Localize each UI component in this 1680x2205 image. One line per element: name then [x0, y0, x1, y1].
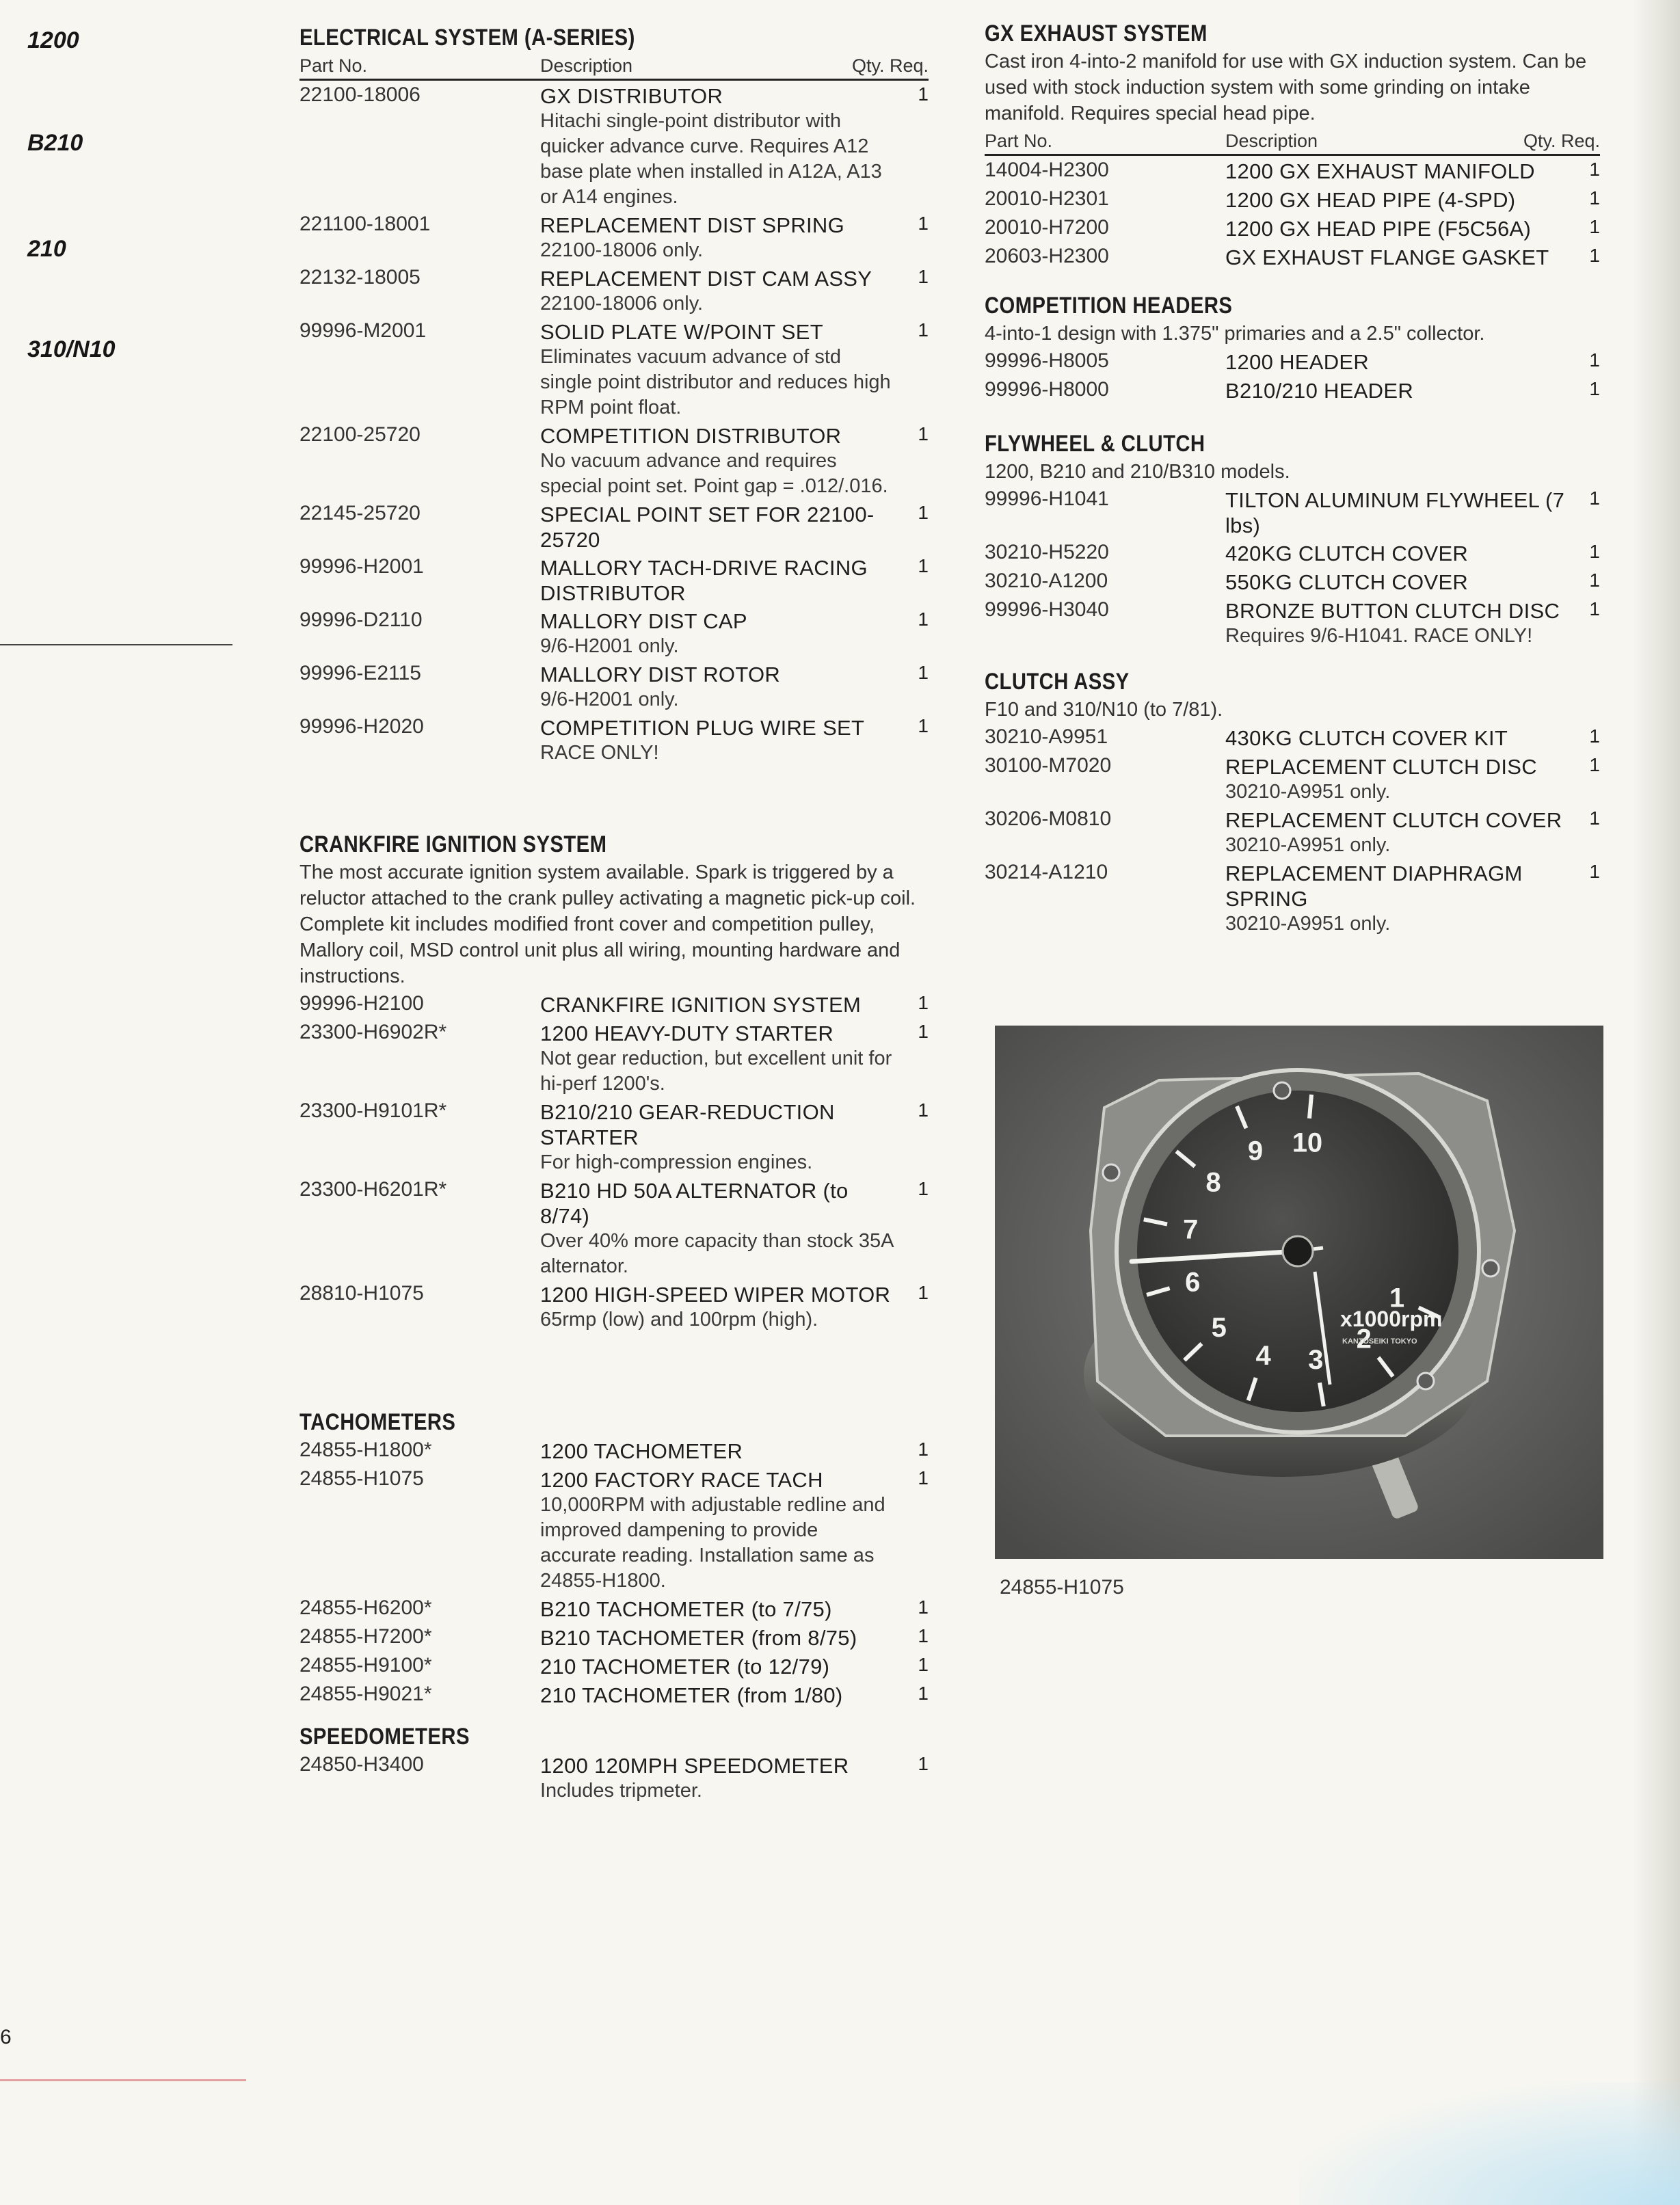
part-row: [299, 1654, 929, 1680]
part-qty: 1: [1589, 245, 1600, 266]
part-row: [299, 213, 929, 263]
part-qty: 1: [918, 1683, 929, 1704]
part-note: 22100-18006 only.: [540, 239, 704, 261]
part-name: 1200 GX HEAD PIPE (F5C56A): [1225, 217, 1532, 241]
parts-list: [985, 159, 1600, 271]
part-name: 1200 HEAVY-DUTY STARTER: [540, 1021, 834, 1045]
part-qty: 1: [1589, 861, 1600, 882]
part-name: 1200 FACTORY RACE TACH: [540, 1468, 823, 1492]
part-name: MALLORY DIST ROTOR: [540, 663, 781, 686]
part-qty: 1: [918, 266, 929, 287]
part-name: B210 HD 50A ALTERNATOR (to 8/74): [540, 1179, 849, 1228]
column-header: [985, 129, 1600, 156]
part-number: 99996-M2001: [299, 319, 427, 342]
part-name: B210/210 HEADER: [1225, 379, 1414, 403]
part-name: 420KG CLUTCH COVER: [1225, 542, 1469, 565]
part-number: 99996-E2115: [299, 662, 421, 684]
part-number: 24855-H9021*: [299, 1683, 432, 1705]
part-qty: 1: [918, 662, 929, 683]
part-note: 30210-A9951 only.: [1225, 781, 1391, 803]
model-310-n10: 310/N10: [27, 336, 116, 362]
page-number: 6: [0, 2026, 12, 2048]
part-qty: 1: [1589, 725, 1600, 747]
section-title: GX EXHAUST SYSTEM: [985, 21, 1208, 46]
part-row: [299, 1178, 929, 1279]
part-number: 22145-25720: [299, 502, 421, 524]
flywheel-section: [985, 431, 1600, 649]
part-description: [540, 266, 896, 317]
part-name: MALLORY TACH-DRIVE RACING DISTRIBUTOR: [540, 556, 868, 605]
section-title: SPEEDOMETERS: [299, 1724, 470, 1750]
gx-exhaust-section: [985, 21, 1600, 271]
part-row: [985, 861, 1600, 937]
part-qty: 1: [1589, 187, 1600, 209]
part-qty: 1: [918, 83, 929, 105]
part-number: 99996-H1041: [985, 487, 1109, 510]
speedometers-section: [299, 1724, 929, 1804]
part-qty: 1: [918, 992, 929, 1013]
part-description: [540, 213, 896, 263]
part-description: [540, 83, 896, 210]
part-description: [1225, 754, 1581, 805]
part-name: REPLACEMENT CLUTCH DISC: [1225, 755, 1537, 779]
part-name: TILTON ALUMINUM FLYWHEEL (7 lbs): [1225, 488, 1565, 537]
bottom-rule: [0, 2079, 246, 2081]
column-header: [299, 54, 929, 81]
part-row: [985, 754, 1600, 805]
part-qty: 1: [918, 715, 929, 736]
part-row: [299, 266, 929, 317]
part-number: 99996-H8000: [985, 378, 1109, 401]
parts-list: [299, 1753, 929, 1804]
part-row: [985, 541, 1600, 567]
part-name: GX DISTRIBUTOR: [540, 84, 723, 108]
part-qty: 1: [1589, 159, 1600, 180]
part-number: 24850-H3400: [299, 1753, 424, 1776]
dial-number: 1: [1389, 1283, 1405, 1313]
part-description: [1225, 187, 1581, 213]
part-description: [540, 1439, 896, 1464]
part-qty: 1: [918, 1654, 929, 1675]
part-description: [1225, 245, 1581, 270]
part-row: [985, 378, 1600, 404]
part-note: 10,000RPM with adjustable redline and improved dampening to provide accurate reading. Installation same as 24855-H1800.: [540, 1494, 885, 1592]
part-number: 99996-H2100: [299, 992, 424, 1015]
part-row: [985, 598, 1600, 649]
part-name: 430KG CLUTCH COVER KIT: [1225, 726, 1508, 750]
part-name: REPLACEMENT DIST SPRING: [540, 213, 845, 237]
section-intro: 1200, B210 and 210/B310 models.: [985, 461, 1290, 483]
part-number: 20010-H7200: [985, 216, 1109, 239]
dial-tick: [1309, 1095, 1311, 1119]
dial-number: 7: [1183, 1214, 1199, 1245]
part-description: [540, 992, 896, 1017]
part-row: [299, 992, 929, 1018]
part-qty: 1: [918, 1625, 929, 1646]
section-title: CRANKFIRE IGNITION SYSTEM: [299, 831, 607, 857]
part-note: Eliminates vacuum advance of std single point distributor and reduces high RPM point float.: [540, 346, 891, 418]
part-description: [540, 1021, 896, 1097]
part-description: [540, 423, 896, 499]
part-row: [985, 187, 1600, 213]
part-name: COMPETITION PLUG WIRE SET: [540, 716, 865, 740]
parts-list: [299, 83, 929, 766]
dial-number: 2: [1356, 1324, 1372, 1354]
part-row: [299, 609, 929, 659]
part-qty: 1: [918, 555, 929, 576]
part-note: 30210-A9951 only.: [1225, 913, 1391, 935]
part-note: Requires 9/6-H1041. RACE ONLY!: [1225, 625, 1533, 647]
part-description: [540, 662, 896, 712]
part-description: [540, 715, 896, 766]
part-number: 99996-H8005: [985, 349, 1109, 372]
part-row: [985, 725, 1600, 751]
part-qty: 1: [918, 1099, 929, 1121]
section-title: ELECTRICAL SYSTEM (A-SERIES): [299, 25, 635, 51]
part-description: [540, 1099, 896, 1175]
part-number: 20010-H2301: [985, 187, 1109, 210]
part-description: [1225, 541, 1581, 566]
part-note: Hitachi single-point distributor with quicker advance curve. Requires A12 base plate when installed in A12A, A13 or A14 engines.: [540, 110, 882, 208]
part-number: 99996-D2110: [299, 609, 423, 631]
part-row: [299, 1467, 929, 1594]
part-qty: 1: [1589, 541, 1600, 562]
part-description: [1225, 216, 1581, 241]
section-intro: The most accurate ignition system available. Spark is triggered by a reluctor attached to the crank pulley activating a magnetic pick-up coil. Complete kit includes modified front cover and competition pulley, Mallory coil, MSD control unit plus all wiring, mounting hardware and instructions.: [299, 861, 916, 987]
model-1200: 1200: [27, 27, 79, 53]
part-qty: 1: [918, 213, 929, 234]
part-number: 30210-A1200: [985, 570, 1108, 592]
part-name: 1200 120MPH SPEEDOMETER: [540, 1754, 849, 1778]
clutch-section: [985, 669, 1600, 937]
part-number: 14004-H2300: [985, 159, 1109, 181]
part-qty: 1: [918, 423, 929, 444]
part-description: [1225, 861, 1581, 937]
part-number: 24855-H1075: [299, 1467, 424, 1490]
dial-number: 8: [1205, 1167, 1221, 1198]
part-row: [985, 570, 1600, 596]
part-row: [299, 1282, 929, 1333]
part-qty: 1: [918, 1596, 929, 1618]
part-number: 24855-H7200*: [299, 1625, 432, 1648]
section-title: COMPETITION HEADERS: [985, 293, 1233, 319]
part-row: [985, 807, 1600, 858]
part-row: [299, 1753, 929, 1804]
part-number: 22100-18006: [299, 83, 421, 106]
part-name: SPECIAL POINT SET FOR 22100-25720: [540, 503, 875, 552]
part-number: 30100-M7020: [985, 754, 1112, 777]
section-title: FLYWHEEL & CLUTCH: [985, 431, 1205, 457]
side-divider: [0, 644, 232, 645]
model-210: 210: [27, 236, 66, 262]
part-name: SOLID PLATE W/POINT SET: [540, 320, 824, 344]
section-title: CLUTCH ASSY: [985, 669, 1130, 695]
part-name: REPLACEMENT DIAPHRAGM SPRING: [1225, 861, 1523, 911]
tachometer-photo: [995, 1026, 1603, 1559]
part-qty: 1: [1589, 378, 1600, 399]
part-row: [299, 83, 929, 210]
part-row: [299, 1099, 929, 1175]
part-number: 23300-H6201R*: [299, 1178, 447, 1201]
part-name: B210 TACHOMETER (from 8/75): [540, 1626, 857, 1650]
section-title: TACHOMETERS: [299, 1409, 456, 1435]
screw-icon: [1482, 1260, 1499, 1277]
parts-list: [985, 487, 1600, 649]
part-note: RACE ONLY!: [540, 742, 659, 764]
part-description: [540, 1178, 896, 1279]
part-name: 210 TACHOMETER (to 12/79): [540, 1655, 830, 1679]
part-row: [299, 1625, 929, 1651]
part-number: 30206-M0810: [985, 807, 1112, 830]
part-qty: 1: [918, 1178, 929, 1199]
part-number: 30210-A9951: [985, 725, 1108, 748]
part-name: REPLACEMENT DIST CAM ASSY: [540, 267, 872, 291]
header-part: Part No.: [985, 131, 1053, 151]
part-row: [299, 555, 929, 606]
page-edge-shadow: [1632, 0, 1680, 2205]
screw-icon: [1274, 1082, 1290, 1099]
part-row: [985, 349, 1600, 375]
part-name: 1200 HEADER: [1225, 350, 1370, 374]
part-description: [540, 1683, 896, 1708]
part-number: 22132-18005: [299, 266, 421, 289]
part-qty: 1: [918, 1282, 929, 1303]
dial-unit-label: x1000rpm: [1340, 1307, 1443, 1331]
header-qty: Qty. Req.: [851, 55, 929, 76]
part-row: [299, 662, 929, 712]
part-row: [299, 1683, 929, 1709]
part-number: 99996-H2001: [299, 555, 424, 578]
part-row: [299, 423, 929, 499]
part-description: [540, 1625, 896, 1651]
dial-number: 9: [1247, 1136, 1264, 1166]
header-desc: Description: [540, 55, 633, 76]
parts-list: [299, 992, 929, 1333]
part-number: 30210-H5220: [985, 541, 1109, 563]
part-number: 24855-H6200*: [299, 1596, 432, 1619]
part-note: Includes tripmeter.: [540, 1780, 702, 1802]
header-desc: Description: [1225, 131, 1318, 151]
tachometer-illustration: [995, 1026, 1603, 1559]
screw-icon: [1103, 1164, 1119, 1181]
part-name: B210/210 GEAR-REDUCTION STARTER: [540, 1100, 835, 1149]
part-note: 22100-18006 only.: [540, 293, 704, 315]
part-number: 30214-A1210: [985, 861, 1108, 883]
part-row: [985, 245, 1600, 271]
dial-number: 10: [1292, 1127, 1323, 1158]
part-qty: 1: [918, 1439, 929, 1460]
part-name: 210 TACHOMETER (from 1/80): [540, 1683, 843, 1707]
section-intro: 4-into-1 design with 1.375" primaries and a 2.5" collector.: [985, 323, 1485, 345]
part-number: 24855-H9100*: [299, 1654, 432, 1676]
part-row: [985, 159, 1600, 185]
parts-list: [299, 1439, 929, 1709]
dial-number: 6: [1185, 1267, 1201, 1298]
part-number: 22100-25720: [299, 423, 421, 446]
part-qty: 1: [918, 1753, 929, 1774]
part-number: 221100-18001: [299, 213, 431, 235]
part-row: [299, 1439, 929, 1465]
part-description: [1225, 807, 1581, 858]
part-qty: 1: [1589, 349, 1600, 371]
part-description: [540, 1753, 896, 1804]
part-description: [540, 502, 896, 552]
part-qty: 1: [1589, 570, 1600, 591]
part-qty: 1: [1589, 487, 1600, 509]
part-row: [299, 319, 929, 420]
part-number: 99996-H2020: [299, 715, 424, 738]
part-number: 24855-H1800*: [299, 1439, 432, 1461]
part-row: [985, 216, 1600, 242]
parts-list: [985, 725, 1600, 937]
parts-list: [985, 349, 1600, 404]
part-qty: 1: [918, 609, 929, 630]
part-qty: 1: [918, 319, 929, 340]
dial-maker-label: KANTOSEIKI TOKYO: [1342, 1337, 1417, 1346]
part-qty: 1: [1589, 216, 1600, 237]
electrical-section: [299, 25, 929, 766]
part-description: [540, 609, 896, 659]
section-intro: Cast iron 4-into-2 manifold for use with GX induction system. Can be used with stock induction system with some grinding on intake manifold. Requires special head pipe.: [985, 51, 1587, 124]
part-name: 1200 GX EXHAUST MANIFOLD: [1225, 159, 1535, 183]
part-description: [540, 1596, 896, 1622]
part-description: [1225, 598, 1581, 649]
part-note: For high-compression engines.: [540, 1151, 813, 1173]
part-row: [299, 1021, 929, 1097]
header-part: Part No.: [299, 55, 368, 76]
tachometers-section: [299, 1409, 929, 1709]
part-name: B210 TACHOMETER (to 7/75): [540, 1597, 832, 1621]
section-intro: F10 and 310/N10 (to 7/81).: [985, 699, 1223, 721]
part-note: 65rmp (low) and 100rpm (high).: [540, 1309, 818, 1331]
part-name: COMPETITION DISTRIBUTOR: [540, 424, 842, 448]
part-description: [1225, 570, 1581, 595]
part-number: 23300-H9101R*: [299, 1099, 447, 1122]
part-name: 1200 HIGH-SPEED WIPER MOTOR: [540, 1283, 891, 1307]
part-qty: 1: [1589, 807, 1600, 829]
part-name: GX EXHAUST FLANGE GASKET: [1225, 245, 1549, 269]
part-row: [985, 487, 1600, 538]
part-description: [540, 1467, 896, 1594]
part-number: 20603-H2300: [985, 245, 1109, 267]
part-row: [299, 715, 929, 766]
part-description: [1225, 159, 1581, 184]
part-note: 9/6-H2001 only.: [540, 689, 679, 710]
part-name: REPLACEMENT CLUTCH COVER: [1225, 808, 1562, 832]
bottom-color-tint: [1299, 2082, 1680, 2205]
part-description: [1225, 487, 1581, 538]
header-qty: Qty. Req.: [1523, 131, 1600, 151]
part-qty: 1: [918, 1467, 929, 1488]
part-name: 1200 GX HEAD PIPE (4-SPD): [1225, 188, 1516, 212]
headers-section: [985, 293, 1600, 404]
part-name: CRANKFIRE IGNITION SYSTEM: [540, 993, 862, 1017]
part-description: [540, 1654, 896, 1679]
part-note: 30210-A9951 only.: [1225, 834, 1391, 856]
part-note: Not gear reduction, but excellent unit for hi-perf 1200's.: [540, 1047, 892, 1095]
part-description: [1225, 378, 1581, 403]
part-description: [540, 1282, 896, 1333]
part-name: MALLORY DIST CAP: [540, 609, 747, 633]
dial-number: 4: [1255, 1340, 1271, 1371]
part-name: BRONZE BUTTON CLUTCH DISC: [1225, 599, 1560, 623]
part-row: [299, 1596, 929, 1622]
part-note: No vacuum advance and requires special point set. Point gap = .012/.016.: [540, 450, 888, 497]
part-qty: 1: [1589, 754, 1600, 775]
part-note: Over 40% more capacity than stock 35A alternator.: [540, 1230, 893, 1277]
part-number: 28810-H1075: [299, 1282, 424, 1305]
model-b210: B210: [27, 130, 83, 156]
screw-icon: [1417, 1373, 1434, 1389]
part-description: [1225, 725, 1581, 751]
crankfire-section: [299, 831, 929, 1333]
dial-number: 3: [1308, 1344, 1324, 1375]
part-description: [540, 555, 896, 606]
part-qty: 1: [1589, 598, 1600, 619]
part-row: [299, 502, 929, 552]
part-qty: 1: [918, 502, 929, 523]
dial-number: 5: [1211, 1312, 1227, 1343]
photo-caption: 24855-H1075: [1000, 1576, 1124, 1599]
part-note: 9/6-H2001 only.: [540, 635, 679, 657]
part-number: 23300-H6902R*: [299, 1021, 447, 1043]
part-qty: 1: [918, 1021, 929, 1042]
part-name: 1200 TACHOMETER: [540, 1439, 743, 1463]
part-number: 99996-H3040: [985, 598, 1109, 621]
part-description: [540, 319, 896, 420]
part-name: 550KG CLUTCH COVER: [1225, 570, 1469, 594]
part-description: [1225, 349, 1581, 375]
needle-hub: [1283, 1236, 1313, 1266]
